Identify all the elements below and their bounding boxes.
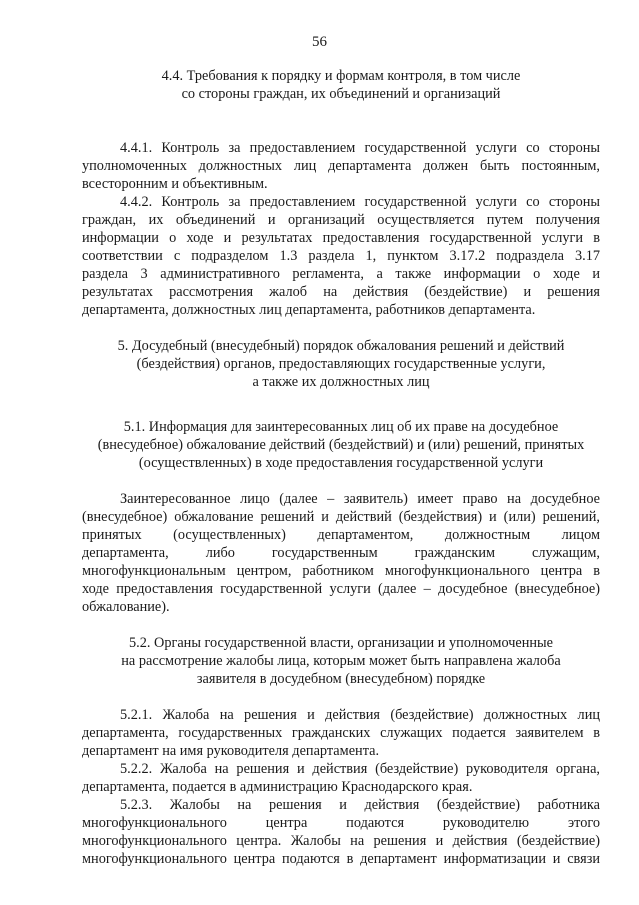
heading-line: а также их должностных лиц <box>252 374 430 390</box>
text-line: многофункционального центра. Жалобы на решения и действия (бездействие) <box>82 833 600 849</box>
heading-line: 5.1. Информация для заинтересованных лиц об их праве на досудебное <box>123 419 559 435</box>
text-line: уполномоченных должностных лиц департамента должен быть постоянным, <box>82 158 600 174</box>
heading-4-4 <box>82 67 600 103</box>
heading-line: (осуществленных) в ходе предоставления государственной услуги <box>138 455 544 471</box>
text-line: ходе предоставления государственной услуги (далее – досудебное (внесудебное) <box>82 581 600 597</box>
paragraph-5-2-3 <box>82 796 600 868</box>
heading-line: на рассмотрение жалобы лица, которым может быть направлена жалоба <box>121 653 561 669</box>
text-line: 5.2.3. Жалобы на решения и действия (бездействие) работника <box>120 797 600 813</box>
heading-5 <box>82 337 600 391</box>
paragraph-4-4-2 <box>82 193 600 319</box>
heading-5-1 <box>82 418 600 472</box>
text-line: граждан, их объединений и организаций осуществляется путем получения <box>82 212 600 228</box>
heading-line: (бездействия) органов, предоставляющих государственные услуги, <box>136 356 546 372</box>
text-line: департамента, либо государственным гражданским служащим, <box>82 545 600 561</box>
text-line: информации о ходе и результатах предоставления государственной услуги в <box>82 230 600 246</box>
heading-line: 4.4. Требования к порядку и формам контроля, в том числе <box>161 68 521 84</box>
text-line: департамент на имя руководителя департамента. <box>82 743 380 759</box>
text-line: департамента, должностных лиц департамента, работников департамента. <box>82 302 536 318</box>
text-line: многофункционального центра подаются руководителю этого <box>82 815 600 831</box>
text-line: раздела 3 административного регламента, а также информации о ходе и <box>82 266 600 282</box>
heading-line: со стороны граждан, их объединений и организаций <box>181 86 501 102</box>
text-line: (внесудебное) обжалование решений и действий (бездействия) и (или) решений, <box>82 509 600 525</box>
text-line: департамента, государственных гражданских служащих подается заявителем в <box>82 725 600 741</box>
heading-5-2 <box>82 634 600 688</box>
heading-line: (внесудебное) обжалование действий (бездействий) и (или) решений, принятых <box>97 437 585 453</box>
text-line: 4.4.1. Контроль за предоставлением государственной услуги со стороны <box>120 140 600 156</box>
paragraph-4-4-1 <box>82 139 600 193</box>
text-line: всесторонним и объективным. <box>82 176 268 192</box>
text-line: 5.2.2. Жалоба на решения и действия (бездействие) руководителя органа, <box>120 761 600 777</box>
text-line: принятых (осуществленных) департаментом, должностным лицом <box>82 527 600 543</box>
text-line: соответствии с подразделом 1.3 раздела 1, пунктом 3.17.2 подраздела 3.17 <box>82 248 600 264</box>
heading-line: заявителя в досудебном (внесудебном) порядке <box>196 671 486 687</box>
paragraph-5-1 <box>82 490 600 616</box>
paragraph-5-2-2 <box>82 760 600 796</box>
text-line: департамента, подается в администрацию Краснодарского края. <box>82 779 473 795</box>
text-line: обжалование). <box>82 599 170 615</box>
paragraph-5-2-1 <box>82 706 600 760</box>
text-line: результатах рассмотрения жалоб на действия (бездействие) и решения <box>82 284 600 300</box>
page-content <box>82 67 600 868</box>
text-line: 4.4.2. Контроль за предоставлением государственной услуги со стороны <box>120 194 600 210</box>
text-line: 5.2.1. Жалоба на решения и действия (бездействие) должностных лиц <box>120 707 600 723</box>
text-line: Заинтересованное лицо (далее – заявитель) имеет право на досудебное <box>120 491 600 507</box>
page-number: 56 <box>312 34 327 50</box>
text-line: многофункционального центра подаются в департамент информатизации и связи <box>82 851 600 867</box>
heading-line: 5.2. Органы государственной власти, организации и уполномоченные <box>128 635 554 651</box>
heading-line: 5. Досудебный (внесудебный) порядок обжалования решений и действий <box>117 338 565 354</box>
text-line: многофункциональным центром, работником многофункционального центра в <box>82 563 600 579</box>
